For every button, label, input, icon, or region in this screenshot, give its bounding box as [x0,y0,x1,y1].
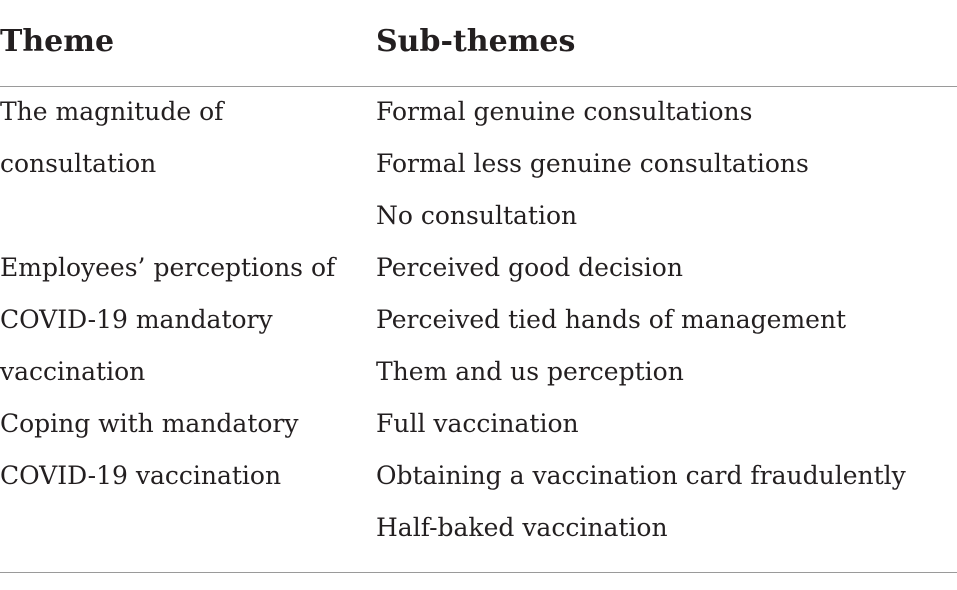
subtheme-text: Perceived tied hands of management [376,305,847,334]
table-header [0,0,957,86]
theme-text: The magnitude of [0,97,224,126]
theme-text: Coping with mandatory [0,409,299,438]
theme-text: COVID-19 mandatory [0,305,273,334]
theme-text: vaccination [0,357,146,386]
subtheme-text: Them and us perception [376,357,684,386]
theme-text: Employees’ perceptions of [0,253,336,282]
subtheme-text: Half-baked vaccination [376,513,668,542]
subthemes-cell [376,242,956,398]
table-row [0,86,957,242]
subtheme-text: Full vaccination [376,409,579,438]
subtheme-text: Formal genuine consultations [376,97,753,126]
table-bottom-rule [0,572,957,573]
theme-text: COVID-19 vaccination [0,461,282,490]
subthemes-cell [376,398,956,554]
subtheme-text: Obtaining a vaccination card fraudulently [376,461,906,490]
table-row [0,242,957,398]
subthemes-cell [376,86,956,242]
table-body [0,86,957,554]
theme-cell [0,86,360,190]
theme-text: consultation [0,149,157,178]
theme-cell [0,242,360,398]
subtheme-text: No consultation [376,201,578,230]
table-row [0,398,957,554]
header-subthemes: Sub-themes [376,24,576,59]
subtheme-text: Formal less genuine consultations [376,149,809,178]
header-theme: Theme [0,24,115,59]
subtheme-text: Perceived good decision [376,253,683,282]
theme-cell [0,398,360,502]
